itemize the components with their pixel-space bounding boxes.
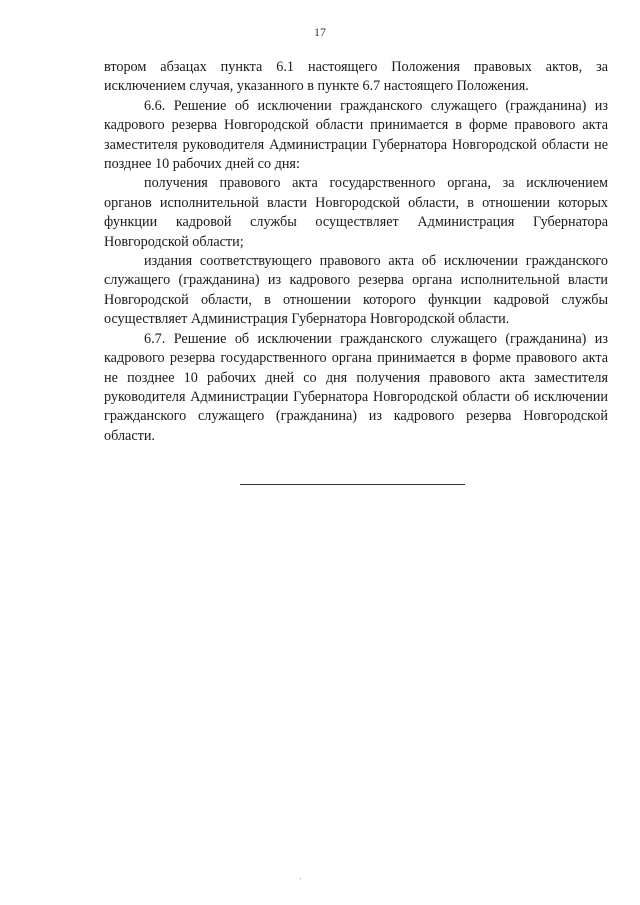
document-body [104, 58, 608, 446]
end-of-document-rule [240, 484, 465, 485]
scan-speck [300, 878, 301, 879]
paragraph-continuation: втором абзацах пункта 6.1 настоящего Положения правовых актов, за исключением случая, указанного в пункте 6.7 настоящего Положения. [104, 59, 608, 95]
paragraph-6-7: 6.7. Решение об исключении гражданского служащего (гражданина) из кадрового резерва государственного органа принимается в форме правового акта не позднее 10 рабочих дней со дня получения правового акта заместителя руководителя Администрации Губернатора Новгородской области об исключении гражданского служащего (гражданина) из кадрового резерва Новгородской области. [104, 330, 608, 444]
paragraph-6-6-item-2: издания соответствующего правового акта об исключении гражданского служащего (гражданина) из кадрового резерва органа исполнительной власти Новгородской области, в отношении которого функции кадровой службы осуществляет Администрация Губернатора Новгородской области. [104, 253, 608, 328]
page-number: 17 [314, 25, 326, 39]
paragraph-6-6: 6.6. Решение об исключении гражданского служащего (гражданина) из кадрового резерва Новгородской области принимается в форме правового акта заместителя руководителя Администрации Губернатора Новгородской области не позднее 10 рабочих дней со дня: [104, 97, 608, 173]
paragraph-6-6-item-1: получения правового акта государственного органа, за исключением органов исполнительной власти Новгородской области, в отношении которых функции кадровой службы осуществляет Администрация Губернатора Новгородской области; [104, 175, 608, 250]
